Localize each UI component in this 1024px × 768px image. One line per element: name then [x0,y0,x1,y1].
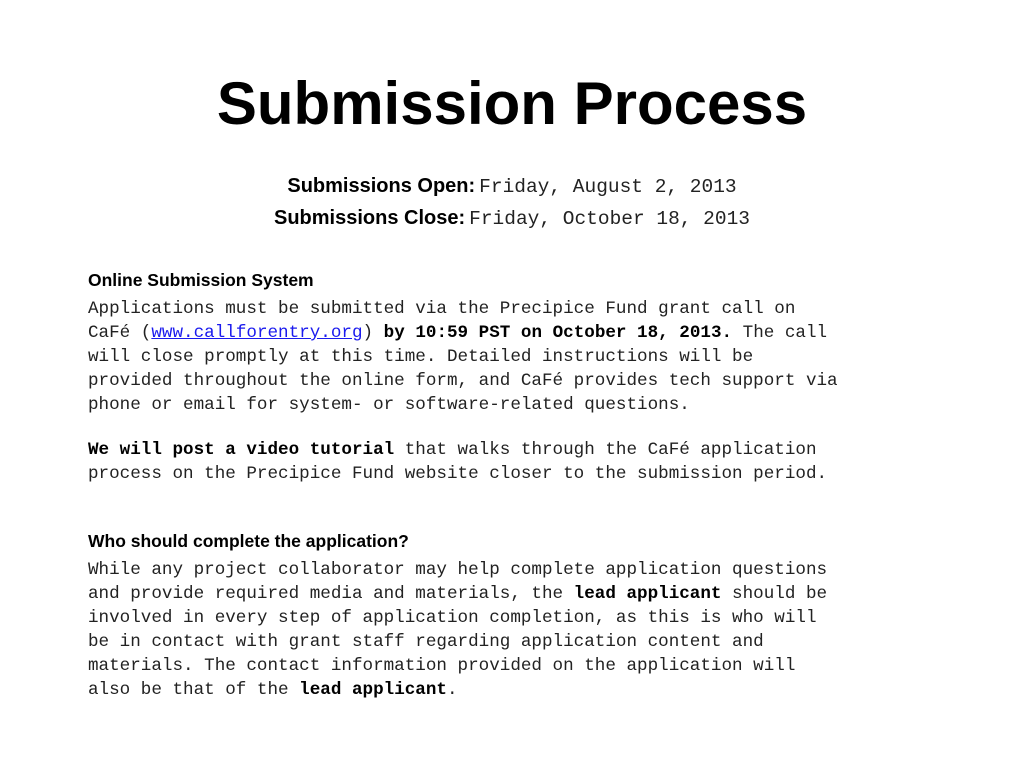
lead-applicant-text: lead applicant [573,584,722,604]
text-segment: should be [721,584,828,604]
online-submission-paragraph [88,297,948,417]
text-line: be in contact with grant staff regarding application content and [88,632,764,652]
submissions-close-label: Submissions Close: [273,207,466,229]
who-should-complete-heading: Who should complete the application? [88,531,409,551]
text-segment: also be that of the [88,680,300,700]
text-segment: that walks through the CaFé application [394,440,817,460]
submission-dates [0,170,1024,234]
text-line: phone or email for system- or software-related questions. [88,395,690,415]
text-segment: ) [362,323,384,343]
submissions-open-label: Submissions Open: [287,175,476,197]
text-segment: . [446,680,458,700]
text-line: will close promptly at this time. Detailed instructions will be [88,347,754,367]
lead-applicant-text: lead applicant [299,680,447,700]
online-submission-section [88,269,948,486]
text-segment: The call [732,323,828,343]
text-line: involved in every step of application completion, as this is who will [88,608,817,628]
submissions-close-date: Friday, October 18, 2013 [469,208,750,230]
deadline-text: by 10:59 PST on October 18, 2013. [383,323,733,343]
who-should-complete-section [88,530,948,702]
slide-title: Submission Process [216,70,808,137]
callforentry-link[interactable]: www.callforentry.org [151,323,363,343]
text-line: Applications must be submitted via the Precipice Fund grant call on [88,299,796,319]
text-line: process on the Precipice Fund website closer to the submission period. [88,464,828,484]
video-tutorial-text: We will post a video tutorial [88,440,395,460]
text-segment: and provide required media and materials, the [88,584,574,604]
text-line: provided throughout the online form, and CaFé provides tech support via [88,371,838,391]
text-segment: CaFé ( [88,323,152,343]
text-line: While any project collaborator may help complete application questions [88,560,828,580]
online-submission-heading: Online Submission System [88,270,314,290]
text-line: materials. The contact information provided on the application will [88,656,796,676]
submissions-open-line [0,170,1024,202]
video-tutorial-paragraph [88,438,948,486]
submissions-open-date: Friday, August 2, 2013 [479,176,737,198]
who-should-complete-paragraph [88,558,948,702]
submissions-close-line [0,202,1024,234]
